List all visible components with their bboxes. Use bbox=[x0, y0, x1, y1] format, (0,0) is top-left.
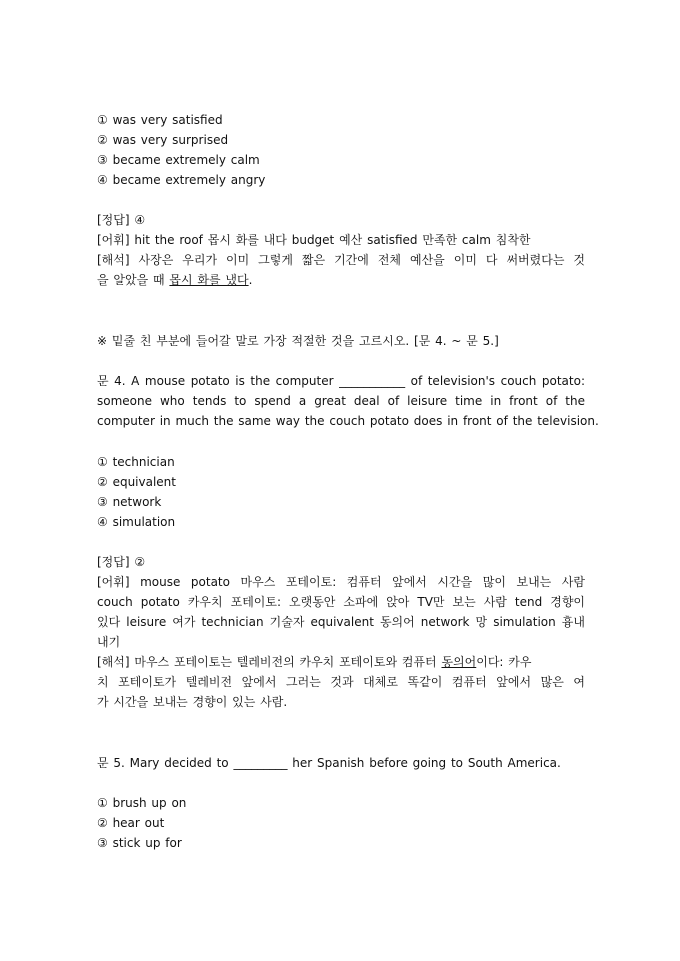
q3-vocab: [어휘] hit the roof 몹시 화를 내다 budget 예산 satisfied 만족한 calm 침착한 bbox=[97, 233, 531, 247]
q4-vocab-line3: 있다 leisure 여가 technician 기술자 equivalent 동의어 network 망 simulation 흉내 bbox=[97, 615, 585, 629]
q4-explanation-text: [해석] 마우스 포테이토는 텔레비전의 카우치 포테이토와 컴퓨터 bbox=[97, 655, 442, 669]
q3-explanation-line2 bbox=[97, 270, 585, 290]
q5-option-3: ③ stick up for bbox=[97, 836, 182, 850]
q3-explanation-text: 을 알았을 때 bbox=[97, 273, 170, 287]
q3-explanation-underlined: 몹시 화를 냈다 bbox=[169, 273, 249, 287]
q4-explanation-line1 bbox=[97, 652, 585, 672]
q5-stem bbox=[97, 753, 585, 773]
q4-answer: [정답] ② bbox=[97, 555, 146, 569]
q4-vocab-line4: 내기 bbox=[97, 635, 121, 649]
q3-explanation-line1: [해석] 사장은 우리가 이미 그렇게 짧은 기간에 전체 예산을 이미 다 써버렸다는 것 bbox=[97, 253, 585, 267]
q4-stem-line2: someone who tends to spend a great deal of leisure time in front of the bbox=[97, 394, 585, 408]
q3-option-3: ③ became extremely calm bbox=[97, 153, 260, 167]
q4-option-1: ① technician bbox=[97, 455, 175, 469]
q4-stem-line1: 문 4. A mouse potato is the computer ___________ of television's couch potato: bbox=[97, 374, 585, 388]
q4-explanation-line2: 치 포테이토가 텔레비전 앞에서 그러는 것과 대체로 똑같이 컴퓨터 앞에서 많은 여 bbox=[97, 675, 585, 689]
q4-option-3: ③ network bbox=[97, 495, 162, 509]
q4-option-4: ④ simulation bbox=[97, 515, 176, 529]
q3-answer: [정답] ④ bbox=[97, 213, 146, 227]
q4-option-2: ② equivalent bbox=[97, 475, 176, 489]
q4-explanation-text-end: 이다: 카우 bbox=[476, 655, 532, 669]
q4-explanation-line3: 가 시간을 보내는 경향이 있는 사람. bbox=[97, 695, 288, 709]
q4-explanation-underlined: 동의어 bbox=[441, 655, 477, 669]
q3-option-4: ④ became extremely angry bbox=[97, 173, 266, 187]
q3-explanation-period: . bbox=[248, 273, 253, 287]
q5-option-1: ① brush up on bbox=[97, 796, 187, 810]
q3-option-1: ① was very satisfied bbox=[97, 113, 223, 127]
q4-vocab-line1: [어휘] mouse potato 마우스 포테이토: 컴퓨터 앞에서 시간을 많이 보내는 사람 bbox=[97, 575, 585, 589]
q5-option-2: ② hear out bbox=[97, 816, 165, 830]
q5-blank: _________ bbox=[233, 756, 288, 770]
section-instruction: ※ 밑줄 친 부분에 들어갈 말로 가장 적절한 것을 고르시오. [문 4. ~ 문 5.] bbox=[97, 334, 499, 348]
q5-stem-start: 문 5. Mary decided to bbox=[97, 756, 234, 770]
q4-stem-line3: computer in much the same way the couch potato does in front of the television. bbox=[97, 414, 599, 428]
q4-vocab-line2: couch potato 카우치 포테이토: 오랫동안 소파에 앉아 TV만 보는 사람 tend 경향이 bbox=[97, 595, 585, 609]
q5-stem-end: her Spanish before going to South America. bbox=[287, 756, 561, 770]
q3-option-2: ② was very surprised bbox=[97, 133, 229, 147]
